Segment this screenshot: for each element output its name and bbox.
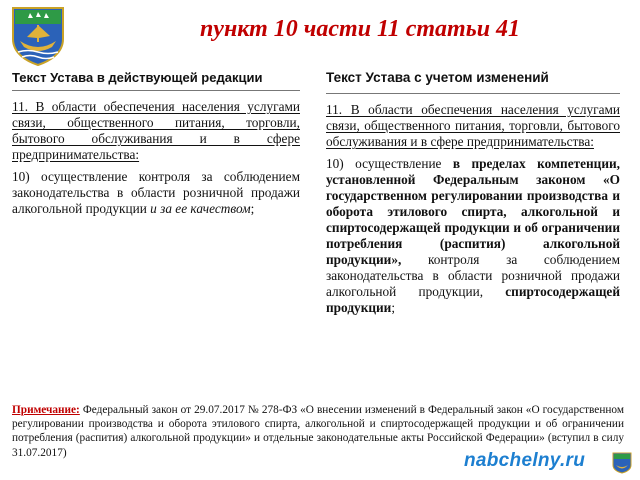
item-bold-text: в пределах компетенции, установленной Федеральным законом «О государственном регулировании производства и оборота этилового спирта, алкогольной и спиртосодержащей продукции и об ограничении потребления (распития) алкогольной продукции», [326, 156, 620, 267]
item-end: ; [391, 300, 396, 315]
current-charter-item [12, 169, 300, 217]
item-italic-text: и за ее качеством [150, 201, 251, 216]
amended-charter-heading: Текст Устава с учетом изменений [326, 70, 549, 85]
column-divider [12, 90, 300, 91]
item-end: ; [250, 201, 255, 216]
city-coat-of-arms-icon [10, 5, 66, 67]
site-logo-icon [612, 452, 632, 474]
item-text: 10) осуществление контроля за соблюдением законодательства в области розничной продажи алкогольной продукции [12, 169, 300, 216]
item-middle-text: контроля за соблюдением законодательства в области розничной продажи алкогольной продукции, [326, 252, 620, 299]
current-charter-heading: Текст Устава в действующей редакции [12, 70, 263, 85]
slide-title: пункт 10 части 11 статьи 41 [199, 16, 521, 42]
item-bold-text-2: спиртосодержащей продукции [326, 284, 620, 315]
current-charter-intro: 11. В области обеспечения населения услугами связи, общественного питания, торговли, бытового обслуживания и в сфере предпринимательства: [12, 99, 300, 162]
site-watermark: nabchelny.ru [464, 450, 586, 471]
current-charter-column [12, 70, 300, 217]
column-divider [326, 93, 620, 94]
footnote-text: Федеральный закон от 29.07.2017 № 278-ФЗ «О внесении изменений в Федеральный закон «О государственном регулировании производства и оборота этилового спирта, алкогольной и спиртосодержащей продукции и об ограничении потребления (распития) алкогольной продукции» и отдельные законодательные акты Российской Федерации» (вступил в силу 31.07.2017) [12, 404, 624, 459]
amended-charter-item [326, 156, 620, 316]
amended-charter-column [326, 70, 620, 316]
footnote-label: Примечание: [12, 404, 80, 416]
item-text: 10) осуществление [326, 156, 453, 171]
amended-charter-intro: 11. В области обеспечения населения услугами связи, общественного питания, торговли, бытового обслуживания и в сфере предпринимательства: [326, 102, 620, 149]
